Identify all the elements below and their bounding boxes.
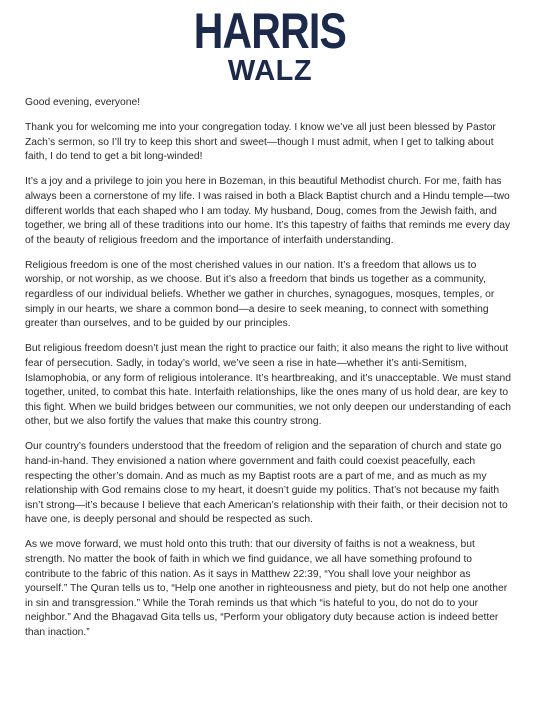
paragraph-faith-background: It’s a joy and a privilege to join you here in Bozeman, in this beautiful Methodist church. For me, faith has always been a cornerstone of my life. I was raised in both a Black Baptist church and a Hindu temple—two different worlds that each shaped who I am today. My husband, Doug, comes from the Jewish faith, and together, we bring all of these traditions into our home. It’s this tapestry of faiths that reminds me every day of the beauty of religious freedom and the importance of interfaith understanding. — [25, 176, 511, 246]
paragraph-founders: Our country’s founders understood that the freedom of religion and the separation of church and state go hand-in-hand. They envisioned a nation where government and faith could coexist peacefully, each respecting the other’s domain. And as much as my Baptist roots are a part of me, and as much as my relationship with God remains close to my heart, it doesn’t guide my politics. That’s not because my faith isn’t strong—it’s because I believe that each American’s relationship with their faith, or their decision not to have one, is deeply personal and should be respected as such. — [25, 441, 508, 526]
paragraph-thanks: Thank you for welcoming me into your congregation today. I know we’ve all just been blessed by Pastor Zach’s sermon, so I’ll try to keep this short and sweet—though I must admit, when I get to talking about faith, I do tend to get a bit long-winded! — [25, 122, 496, 163]
paragraph-persecution: But religious freedom doesn’t just mean the right to practice our faith; it also means the right to live without fear of persecution. Sadly, in today’s world, we’ve seen a rise in hate—whether it’s anti-Semitism, Islamophobia, or any form of religious intolerance. It’s heartbreaking, and it’s unacceptable. We must stand together, united, to combat this hate. Interfaith relationships, like the ones many of us hold dear, are key to this fight. When we build bridges between our communities, we not only deepen our understanding of each other, but we also fortify the values that make this country strong. — [25, 343, 511, 428]
paragraph-religious-freedom: Religious freedom is one of the most cherished values in our nation. It’s a freedom that allows us to worship, or not worship, as we choose. But it’s also a freedom that binds us together as a community, regardless of our individual beliefs. Whether we gather in churches, synagogues, mosques, temples, or simply in our hearts, we share a common bond—a desire to seek meaning, to connect with something greater than ourselves, and to be guided by our principles. — [25, 259, 495, 330]
logo-line-harris: HARRIS — [193, 3, 347, 59]
speech-body — [25, 96, 513, 651]
campaign-logo — [0, 0, 540, 94]
logo-line-walz: WALZ — [227, 55, 313, 87]
paragraph-diversity: As we move forward, we must hold onto this truth: that our diversity of faiths is not a weakness, but strength. No matter the book of faith in which we find guidance, we all have something profound to contribute to the fabric of this nation. As it says in Matthew 22:39, “You shall love your neighbor as yourself.” The Quran tells us to, “Help one another in righteousness and piety, but do not help one another in sin and transgression.” While the Torah reminds us that which “is hateful to you, do not do to your neighbor.” And the Bhagavad Gita tells us, “Perform your obligatory duty because action is indeed better than inaction.” — [25, 539, 508, 638]
paragraph-greeting: Good evening, everyone! — [25, 97, 141, 108]
